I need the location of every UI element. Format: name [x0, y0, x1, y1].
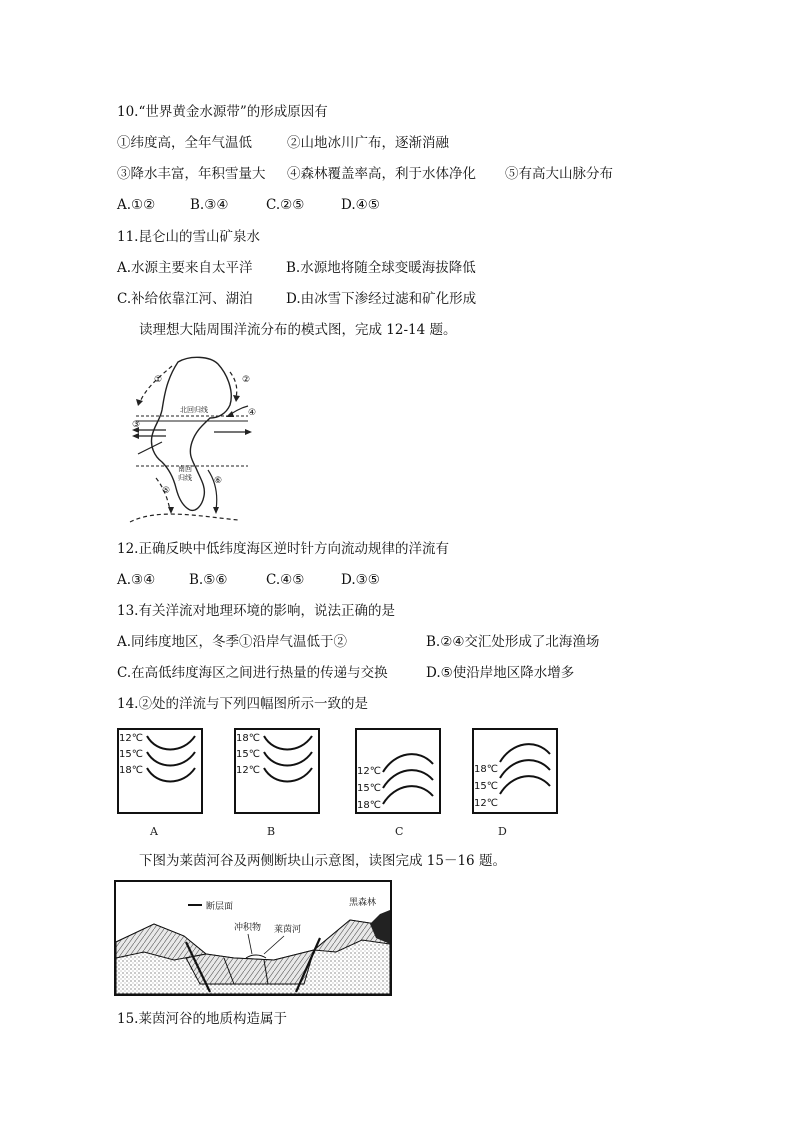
q11-stem: 11.昆仑山的雪山矿泉水: [117, 229, 260, 245]
current-marker-5: ⑤: [162, 486, 171, 496]
q14-b-temp: 12℃: [236, 765, 260, 776]
q10-option-a: A.①②: [117, 197, 156, 213]
tropic-of-cancer-label: 北回归线: [180, 406, 208, 414]
current-marker-3: ③: [132, 420, 141, 430]
q14-c-temp: 18℃: [357, 800, 381, 811]
q13-stem: 13.有关洋流对地理环境的影响，说法正确的是: [117, 603, 395, 619]
q10-items-row2: [117, 165, 737, 183]
q14-stem: 14.②处的洋流与下列四幅图所示一致的是: [117, 696, 368, 712]
current-marker-6: ⑥: [214, 476, 223, 486]
q13-option-a: A.同纬度地区，冬季①沿岸气温低于②: [117, 634, 348, 650]
q10-option-b: B.③④: [190, 197, 229, 213]
q14-c-temp: 15℃: [357, 783, 381, 794]
q12-options: [117, 571, 417, 589]
q11-option-d: D.由冰雪下渗经过滤和矿化形成: [286, 291, 477, 307]
q10-item: ④森林覆盖率高，利于水体净化: [287, 166, 476, 182]
q12-option-b: B.⑤⑥: [189, 572, 228, 588]
rhine-label-rhine-river: 莱茵河: [274, 925, 302, 935]
rhine-label-black-forest: 黑森林: [349, 898, 377, 908]
q14-a-temp: 12℃: [119, 733, 143, 744]
q11-option-c: C.补给依靠江河、湖泊: [117, 291, 253, 307]
q14-panel-d: [472, 728, 558, 814]
q10-item: ①纬度高，全年气温低: [117, 135, 252, 151]
rhine-legend-fault: 断层面: [206, 902, 234, 912]
q14-d-temp: 12℃: [474, 798, 498, 809]
tropic-of-capricorn-label: 南回: [178, 465, 192, 473]
intro-12-14: 读理想大陆周围洋流分布的模式图，完成 12-14 题。: [139, 322, 457, 338]
q13-option-b: B.②④交汇处形成了北海渔场: [426, 634, 600, 650]
q10-stem: 10.“世界黄金水源带”的形成原因有: [117, 104, 328, 120]
q14-d-temp: 18℃: [474, 764, 498, 775]
q12-stem: 12.正确反映中低纬度海区逆时针方向流动规律的洋流有: [117, 541, 449, 557]
q10-item: ②山地冰川广布，逐渐消融: [287, 135, 449, 151]
q14-b-temp: 18℃: [236, 733, 260, 744]
q14-c-temp: 12℃: [357, 766, 381, 777]
q14-d-temp: 15℃: [474, 781, 498, 792]
q12-option-a: A.③④: [117, 572, 156, 588]
q14-caption-d: D: [498, 825, 507, 838]
tropic-of-capricorn-label: 归线: [178, 474, 192, 482]
q13-option-d: D.⑤使沿岸地区降水增多: [426, 665, 575, 681]
q14-caption-c: C: [395, 825, 404, 838]
q11-options-row2: [117, 290, 617, 308]
q14-panel-c: [355, 728, 441, 814]
q14-a-temp: 15℃: [119, 749, 143, 760]
q10-items-row1: [117, 134, 717, 152]
ocean-current-map: [118, 350, 268, 528]
q10-option-c: C.②⑤: [266, 197, 305, 213]
q14-panel-a: [117, 728, 203, 814]
q13-options-row2: [117, 664, 717, 682]
q14-a-temp: 18℃: [119, 765, 143, 776]
current-marker-2: ②: [242, 375, 251, 385]
rhine-label-alluvium: 冲积物: [234, 923, 262, 933]
q10-options: [117, 196, 417, 214]
q10-option-d: D.④⑤: [341, 197, 380, 213]
intro-15-16: 下图为莱茵河谷及两侧断块山示意图，读图完成 15－16 题。: [139, 853, 506, 869]
current-marker-1: ①: [154, 375, 163, 385]
q13-option-c: C.在高低纬度海区之间进行热量的传递与交换: [117, 665, 388, 681]
q11-option-a: A.水源主要来自太平洋: [117, 260, 253, 276]
current-marker-4: ④: [248, 408, 257, 418]
q12-option-c: C.④⑤: [266, 572, 305, 588]
q11-option-b: B.水源地将随全球变暖海拔降低: [286, 260, 476, 276]
q12-option-d: D.③⑤: [341, 572, 380, 588]
q11-options-row1: [117, 259, 617, 277]
q15-stem: 15.莱茵河谷的地质构造属于: [117, 1011, 287, 1027]
q14-panel-b: [234, 728, 320, 814]
q10-item: ⑤有高大山脉分布: [505, 166, 613, 182]
q14-caption-a: A: [150, 825, 158, 838]
rhine-valley-diagram: [114, 880, 392, 996]
q14-caption-b: B: [267, 825, 276, 838]
q14-b-temp: 15℃: [236, 749, 260, 760]
q10-item: ③降水丰富，年积雪量大: [117, 166, 266, 182]
q13-options-row1: [117, 633, 717, 651]
